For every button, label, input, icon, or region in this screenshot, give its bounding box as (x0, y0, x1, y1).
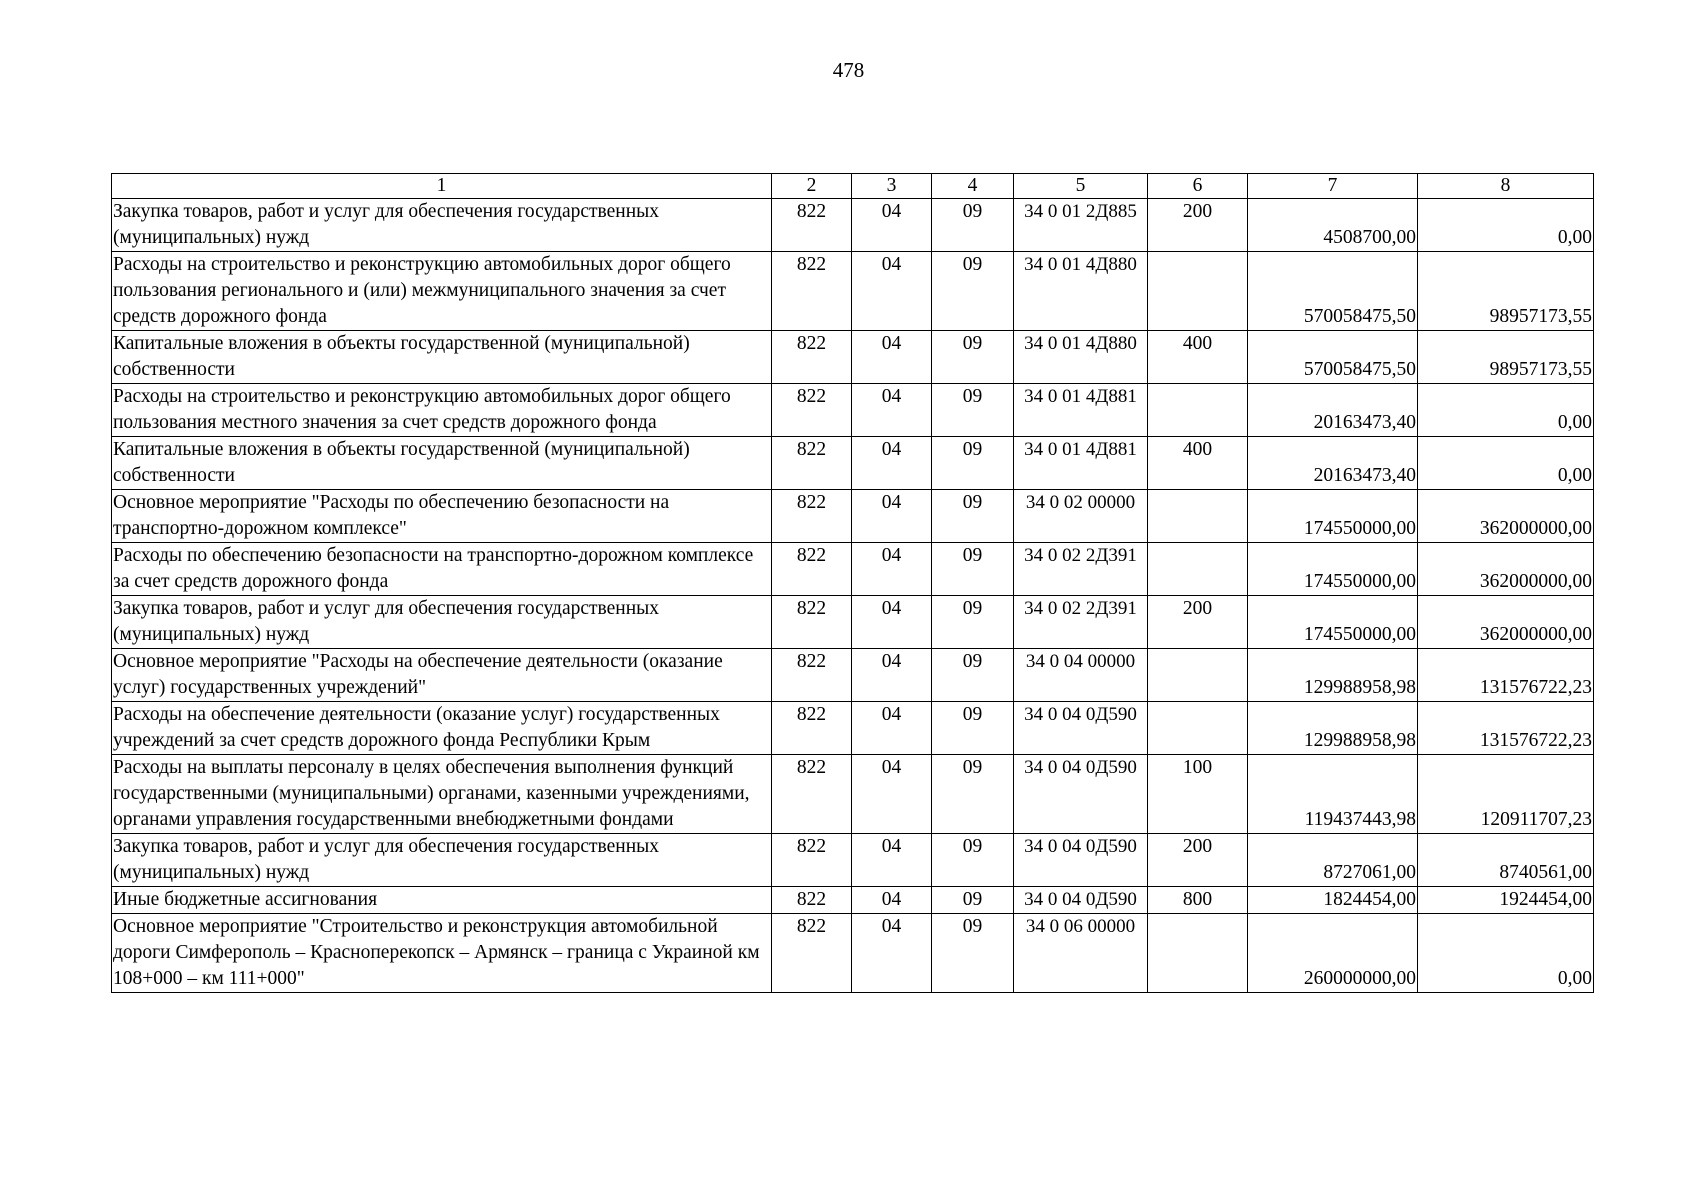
row-subsection-cell: 09 (932, 437, 1014, 490)
row-amount-1-cell: 20163473,40 (1248, 437, 1418, 490)
table-row (112, 437, 1594, 490)
row-amount-1-cell: 8727061,00 (1248, 834, 1418, 887)
row-amount-1-cell: 1824454,00 (1248, 887, 1418, 914)
header-cell: 1 (112, 174, 772, 199)
row-amount-1-cell: 174550000,00 (1248, 596, 1418, 649)
table-row (112, 914, 1594, 993)
row-amount-1-cell: 129988958,98 (1248, 649, 1418, 702)
table-row (112, 834, 1594, 887)
row-grbs-cell: 822 (772, 702, 852, 755)
row-subsection-cell: 09 (932, 331, 1014, 384)
row-target-article-cell: 34 0 04 0Д590 (1014, 702, 1148, 755)
row-name-cell: Расходы по обеспечению безопасности на транспортно-дорожном комплексе за счет средств дорожного фонда (112, 543, 772, 596)
row-subsection-cell: 09 (932, 490, 1014, 543)
row-amount-2-cell: 0,00 (1418, 437, 1594, 490)
row-expense-type-cell (1148, 384, 1248, 437)
row-name-cell: Расходы на выплаты персоналу в целях обеспечения выполнения функций государственными (муниципальными) органами, казенными учреждениями, органами управления государственными внебюджетными фондами (112, 755, 772, 834)
row-expense-type-cell: 400 (1148, 331, 1248, 384)
row-expense-type-cell (1148, 490, 1248, 543)
row-expense-type-cell (1148, 702, 1248, 755)
row-section-cell: 04 (852, 649, 932, 702)
row-section-cell: 04 (852, 543, 932, 596)
row-name-cell: Основное мероприятие "Расходы на обеспечение деятельности (оказание услуг) государственных учреждений" (112, 649, 772, 702)
row-expense-type-cell: 400 (1148, 437, 1248, 490)
row-section-cell: 04 (852, 437, 932, 490)
row-target-article-cell: 34 0 01 4Д880 (1014, 331, 1148, 384)
row-grbs-cell: 822 (772, 490, 852, 543)
row-amount-1-cell: 4508700,00 (1248, 199, 1418, 252)
row-grbs-cell: 822 (772, 649, 852, 702)
row-target-article-cell: 34 0 04 00000 (1014, 649, 1148, 702)
row-target-article-cell: 34 0 02 2Д391 (1014, 596, 1148, 649)
row-name-cell: Закупка товаров, работ и услуг для обеспечения государственных (муниципальных) нужд (112, 596, 772, 649)
row-section-cell: 04 (852, 384, 932, 437)
row-amount-1-cell: 570058475,50 (1248, 331, 1418, 384)
table-row (112, 755, 1594, 834)
row-name-cell: Расходы на строительство и реконструкцию автомобильных дорог общего пользования местного значения за счет средств дорожного фонда (112, 384, 772, 437)
row-grbs-cell: 822 (772, 437, 852, 490)
row-section-cell: 04 (852, 252, 932, 331)
row-section-cell: 04 (852, 331, 932, 384)
table-row (112, 543, 1594, 596)
row-name-cell: Закупка товаров, работ и услуг для обеспечения государственных (муниципальных) нужд (112, 199, 772, 252)
row-expense-type-cell: 200 (1148, 834, 1248, 887)
row-subsection-cell: 09 (932, 755, 1014, 834)
row-amount-2-cell: 131576722,23 (1418, 702, 1594, 755)
row-target-article-cell: 34 0 04 0Д590 (1014, 887, 1148, 914)
row-subsection-cell: 09 (932, 702, 1014, 755)
table-row (112, 199, 1594, 252)
table-header-row (112, 174, 1594, 199)
row-name-cell: Капитальные вложения в объекты государственной (муниципальной) собственности (112, 331, 772, 384)
row-amount-1-cell: 20163473,40 (1248, 384, 1418, 437)
row-amount-2-cell: 362000000,00 (1418, 543, 1594, 596)
row-amount-2-cell: 0,00 (1418, 199, 1594, 252)
row-expense-type-cell (1148, 649, 1248, 702)
table-row (112, 252, 1594, 331)
row-target-article-cell: 34 0 04 0Д590 (1014, 834, 1148, 887)
row-grbs-cell: 822 (772, 331, 852, 384)
row-target-article-cell: 34 0 01 2Д885 (1014, 199, 1148, 252)
row-name-cell: Закупка товаров, работ и услуг для обеспечения государственных (муниципальных) нужд (112, 834, 772, 887)
row-section-cell: 04 (852, 887, 932, 914)
row-expense-type-cell: 200 (1148, 596, 1248, 649)
table-row (112, 887, 1594, 914)
row-target-article-cell: 34 0 01 4Д881 (1014, 384, 1148, 437)
row-name-cell: Расходы на обеспечение деятельности (оказание услуг) государственных учреждений за счет средств дорожного фонда Республики Крым (112, 702, 772, 755)
row-section-cell: 04 (852, 490, 932, 543)
row-section-cell: 04 (852, 755, 932, 834)
row-amount-2-cell: 131576722,23 (1418, 649, 1594, 702)
row-section-cell: 04 (852, 914, 932, 993)
row-grbs-cell: 822 (772, 252, 852, 331)
row-target-article-cell: 34 0 06 00000 (1014, 914, 1148, 993)
row-amount-2-cell: 0,00 (1418, 914, 1594, 993)
row-expense-type-cell: 200 (1148, 199, 1248, 252)
row-subsection-cell: 09 (932, 834, 1014, 887)
row-amount-2-cell: 98957173,55 (1418, 331, 1594, 384)
row-subsection-cell: 09 (932, 596, 1014, 649)
row-section-cell: 04 (852, 199, 932, 252)
header-cell: 3 (852, 174, 932, 199)
row-subsection-cell: 09 (932, 914, 1014, 993)
row-expense-type-cell: 800 (1148, 887, 1248, 914)
header-cell: 6 (1148, 174, 1248, 199)
row-target-article-cell: 34 0 04 0Д590 (1014, 755, 1148, 834)
row-amount-1-cell: 260000000,00 (1248, 914, 1418, 993)
row-subsection-cell: 09 (932, 199, 1014, 252)
row-subsection-cell: 09 (932, 543, 1014, 596)
header-cell: 8 (1418, 174, 1594, 199)
header-cell: 4 (932, 174, 1014, 199)
row-amount-2-cell: 98957173,55 (1418, 252, 1594, 331)
table-row (112, 649, 1594, 702)
row-target-article-cell: 34 0 02 00000 (1014, 490, 1148, 543)
table-row (112, 596, 1594, 649)
page-number: 478 (832, 58, 865, 82)
row-amount-1-cell: 174550000,00 (1248, 543, 1418, 596)
table-row (112, 384, 1594, 437)
row-grbs-cell: 822 (772, 543, 852, 596)
row-subsection-cell: 09 (932, 649, 1014, 702)
row-target-article-cell: 34 0 02 2Д391 (1014, 543, 1148, 596)
row-subsection-cell: 09 (932, 887, 1014, 914)
row-grbs-cell: 822 (772, 887, 852, 914)
table-row (112, 702, 1594, 755)
row-amount-2-cell: 0,00 (1418, 384, 1594, 437)
row-amount-1-cell: 129988958,98 (1248, 702, 1418, 755)
row-name-cell: Капитальные вложения в объекты государственной (муниципальной) собственности (112, 437, 772, 490)
row-expense-type-cell (1148, 543, 1248, 596)
header-cell: 5 (1014, 174, 1148, 199)
row-name-cell: Расходы на строительство и реконструкцию автомобильных дорог общего пользования регионального и (или) межмуниципального значения за счет средств дорожного фонда (112, 252, 772, 331)
table-row (112, 490, 1594, 543)
row-grbs-cell: 822 (772, 914, 852, 993)
row-amount-2-cell: 362000000,00 (1418, 596, 1594, 649)
row-subsection-cell: 09 (932, 384, 1014, 437)
row-grbs-cell: 822 (772, 384, 852, 437)
row-name-cell: Иные бюджетные ассигнования (112, 887, 772, 914)
row-amount-1-cell: 119437443,98 (1248, 755, 1418, 834)
row-expense-type-cell (1148, 914, 1248, 993)
row-grbs-cell: 822 (772, 834, 852, 887)
row-amount-2-cell: 8740561,00 (1418, 834, 1594, 887)
table-row (112, 331, 1594, 384)
budget-table (111, 173, 1594, 993)
row-name-cell: Основное мероприятие "Строительство и реконструкция автомобильной дороги Симферополь – Красноперекопск – Армянск – граница с Украиной км 108+000 – км 111+000" (112, 914, 772, 993)
row-grbs-cell: 822 (772, 755, 852, 834)
row-expense-type-cell (1148, 252, 1248, 331)
row-grbs-cell: 822 (772, 596, 852, 649)
row-amount-2-cell: 362000000,00 (1418, 490, 1594, 543)
header-cell: 2 (772, 174, 852, 199)
row-amount-1-cell: 174550000,00 (1248, 490, 1418, 543)
row-grbs-cell: 822 (772, 199, 852, 252)
row-subsection-cell: 09 (932, 252, 1014, 331)
header-cell: 7 (1248, 174, 1418, 199)
row-name-cell: Основное мероприятие "Расходы по обеспечению безопасности на транспортно-дорожном комплексе" (112, 490, 772, 543)
row-expense-type-cell: 100 (1148, 755, 1248, 834)
row-section-cell: 04 (852, 702, 932, 755)
row-section-cell: 04 (852, 596, 932, 649)
row-section-cell: 04 (852, 834, 932, 887)
row-target-article-cell: 34 0 01 4Д880 (1014, 252, 1148, 331)
row-target-article-cell: 34 0 01 4Д881 (1014, 437, 1148, 490)
row-amount-1-cell: 570058475,50 (1248, 252, 1418, 331)
row-amount-2-cell: 1924454,00 (1418, 887, 1594, 914)
row-amount-2-cell: 120911707,23 (1418, 755, 1594, 834)
